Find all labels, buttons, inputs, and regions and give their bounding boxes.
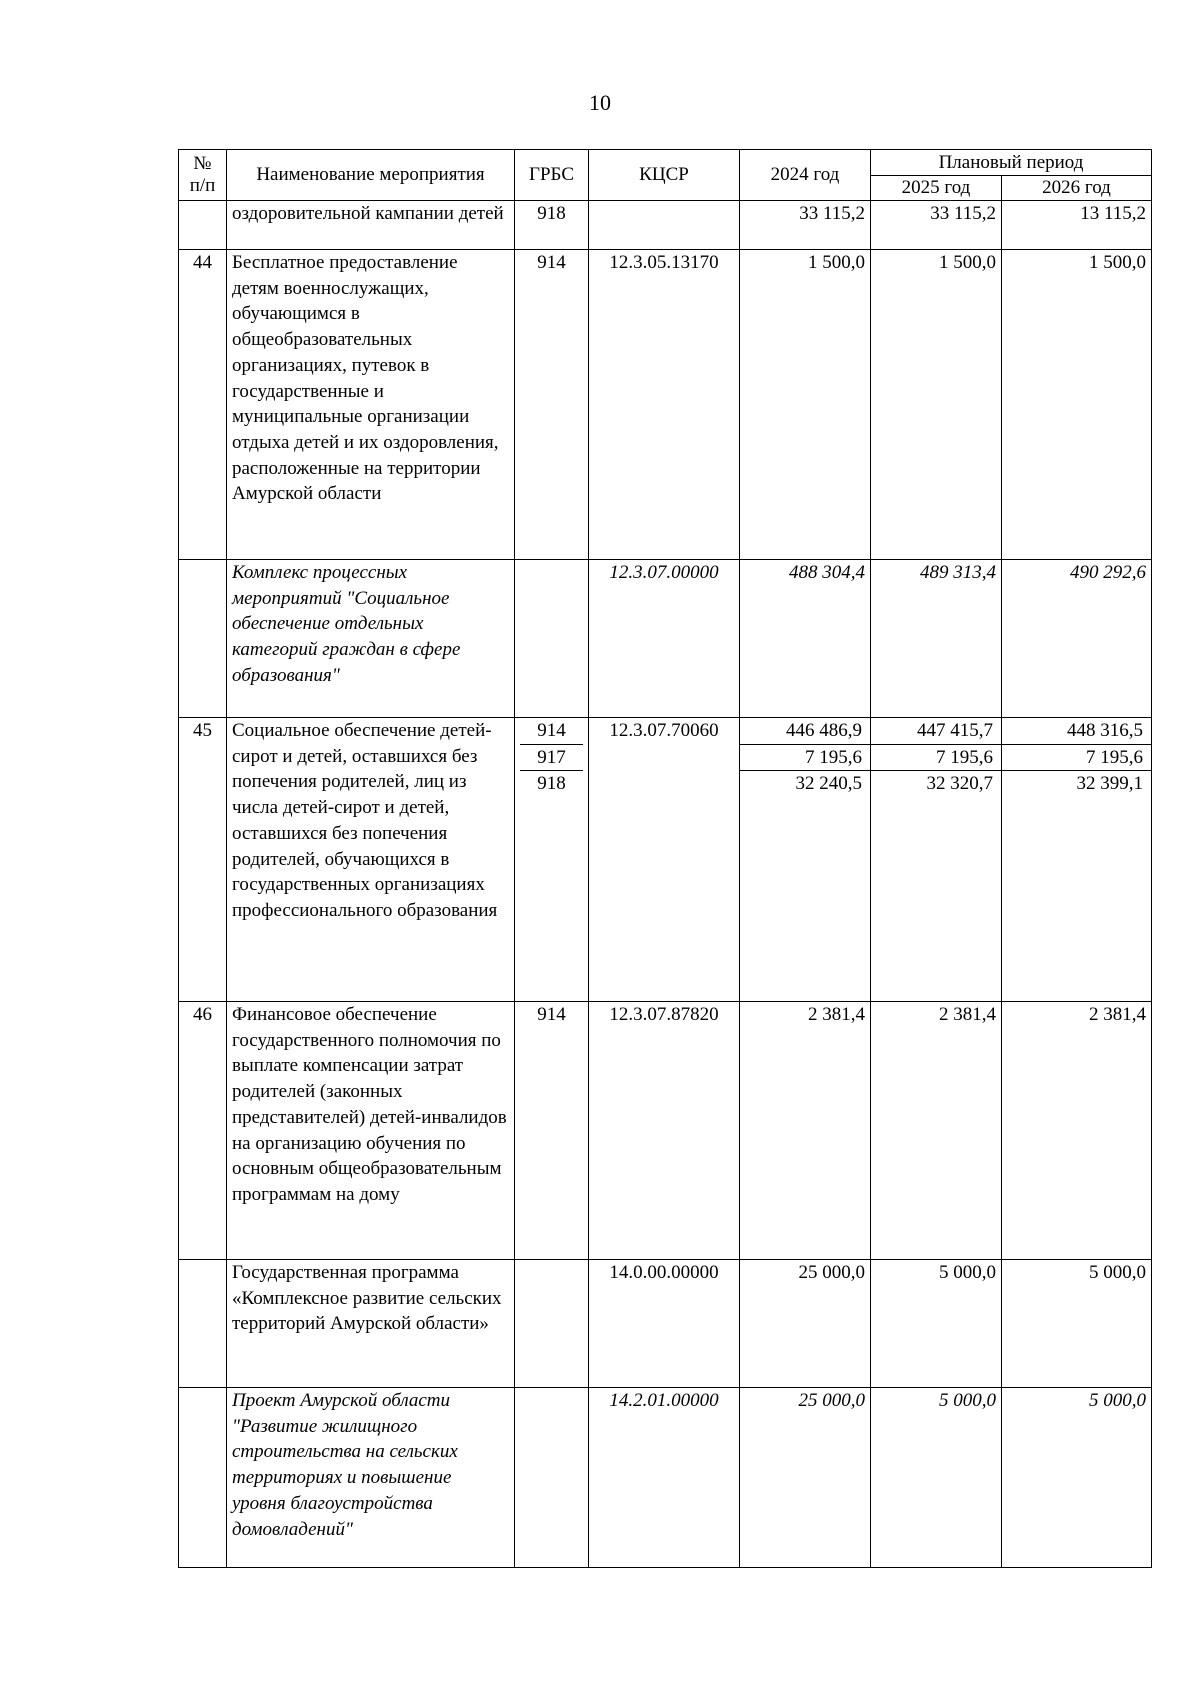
- row-2025: 2 381,4: [871, 1002, 1002, 1260]
- row-kcsr: 12.3.07.00000: [589, 560, 740, 718]
- row-name: Финансовое обеспечение государственного полномочия по выплате компенсации затрат родителей (законных представителей) детей-инвалидов на организацию обучения по основным общеобразовательным программам на дому: [227, 1002, 515, 1260]
- row-kcsr: 14.0.00.00000: [589, 1260, 740, 1388]
- row-num: 45: [179, 718, 227, 1002]
- row-kcsr: 12.3.07.87820: [589, 1002, 740, 1260]
- row-2024: 2 381,4: [740, 1002, 871, 1260]
- row-kcsr: 12.3.05.13170: [589, 250, 740, 560]
- row-2024: [740, 718, 871, 1002]
- header-kcsr: КЦСР: [589, 150, 740, 201]
- header-num-line2: п/п: [189, 175, 216, 196]
- row-grbs: 914: [515, 1002, 589, 1260]
- row-2025-item: 32 320,7: [926, 773, 993, 795]
- row-2026: 2 381,4: [1002, 1002, 1152, 1260]
- row-num: [179, 560, 227, 718]
- row-2024-item: 32 240,5: [795, 773, 862, 795]
- row-name: оздоровительной кампании детей: [227, 201, 515, 250]
- row-2024-item: 7 195,6: [740, 745, 870, 772]
- row-grbs-item: 917: [520, 745, 583, 772]
- row-name: Комплекс процессных мероприятий "Социальное обеспечение отдельных категорий граждан в сфере образования": [227, 560, 515, 718]
- row-2026: 5 000,0: [1002, 1388, 1152, 1568]
- row-2024: 25 000,0: [740, 1388, 871, 1568]
- header-num: [179, 150, 227, 201]
- row-2024: 33 115,2: [740, 201, 871, 250]
- row-2026-item: 448 316,5: [1002, 718, 1151, 745]
- row-2026-item: 7 195,6: [1002, 745, 1151, 772]
- header-planned-period: Плановый период: [871, 150, 1152, 176]
- row-2026: 13 115,2: [1002, 201, 1152, 250]
- header-grbs: ГРБС: [515, 150, 589, 201]
- row-2026-item: 32 399,1: [1076, 773, 1144, 795]
- table-row: [179, 250, 1152, 560]
- table-row: [179, 1260, 1152, 1388]
- row-2025: 1 500,0: [871, 250, 1002, 560]
- row-2026: 5 000,0: [1002, 1260, 1152, 1388]
- row-grbs: 914: [515, 250, 589, 560]
- row-name: Государственная программа «Комплексное развитие сельских территорий Амурской области»: [227, 1260, 515, 1388]
- row-2024: 25 000,0: [740, 1260, 871, 1388]
- row-2025-item: 7 195,6: [871, 745, 1001, 772]
- row-2025: 489 313,4: [871, 560, 1002, 718]
- table-row: [179, 1002, 1152, 1260]
- row-2025: 33 115,2: [871, 201, 1002, 250]
- row-num: 46: [179, 1002, 227, 1260]
- row-2025-item: 447 415,7: [871, 718, 1001, 745]
- row-2024: 1 500,0: [740, 250, 871, 560]
- header-name: Наименование мероприятия: [227, 150, 515, 201]
- table-row: [179, 718, 1152, 1002]
- row-grbs-item: 918: [537, 773, 566, 795]
- row-kcsr: 14.2.01.00000: [589, 1388, 740, 1568]
- row-2026: 1 500,0: [1002, 250, 1152, 560]
- row-num: [179, 1260, 227, 1388]
- table-row: [179, 201, 1152, 250]
- row-2025: 5 000,0: [871, 1388, 1002, 1568]
- header-num-line1: №: [193, 153, 212, 174]
- row-2025: [871, 718, 1002, 1002]
- row-name: Социальное обеспечение детей-сирот и детей, оставшихся без попечения родителей, лиц из числа детей-сирот и детей, оставшихся без попечения родителей, обучающихся в государственных организациях профессионального образования: [227, 718, 515, 1002]
- row-grbs: 918: [515, 201, 589, 250]
- table-row: [179, 1388, 1152, 1568]
- row-kcsr: [589, 201, 740, 250]
- row-kcsr: 12.3.07.70060: [589, 718, 740, 1002]
- row-grbs: [515, 1260, 589, 1388]
- row-num: [179, 1388, 227, 1568]
- row-grbs: [515, 718, 589, 1002]
- row-2026: 490 292,6: [1002, 560, 1152, 718]
- row-num: 44: [179, 250, 227, 560]
- budget-table: [178, 149, 1152, 1568]
- row-2025: 5 000,0: [871, 1260, 1002, 1388]
- row-2026: [1002, 718, 1152, 1002]
- row-grbs-item: 914: [520, 718, 583, 745]
- row-grbs: [515, 560, 589, 718]
- header-2025: 2025 год: [871, 176, 1002, 201]
- row-2024-item: 446 486,9: [740, 718, 870, 745]
- row-2024: 488 304,4: [740, 560, 871, 718]
- row-name: Бесплатное предоставление детям военнослужащих, обучающимся в общеобразовательных организациях, путевок в государственные и муниципальные организации отдыха детей и их оздоровления, расположенные на территории Амурской области: [227, 250, 515, 560]
- row-num: [179, 201, 227, 250]
- header-2026: 2026 год: [1002, 176, 1152, 201]
- row-name: Проект Амурской области "Развитие жилищного строительства на сельских территориях и повышение уровня благоустройства домовладений": [227, 1388, 515, 1568]
- page-number: 10: [589, 90, 611, 115]
- header-2024: 2024 год: [740, 150, 871, 201]
- table-row: [179, 560, 1152, 718]
- row-grbs: [515, 1388, 589, 1568]
